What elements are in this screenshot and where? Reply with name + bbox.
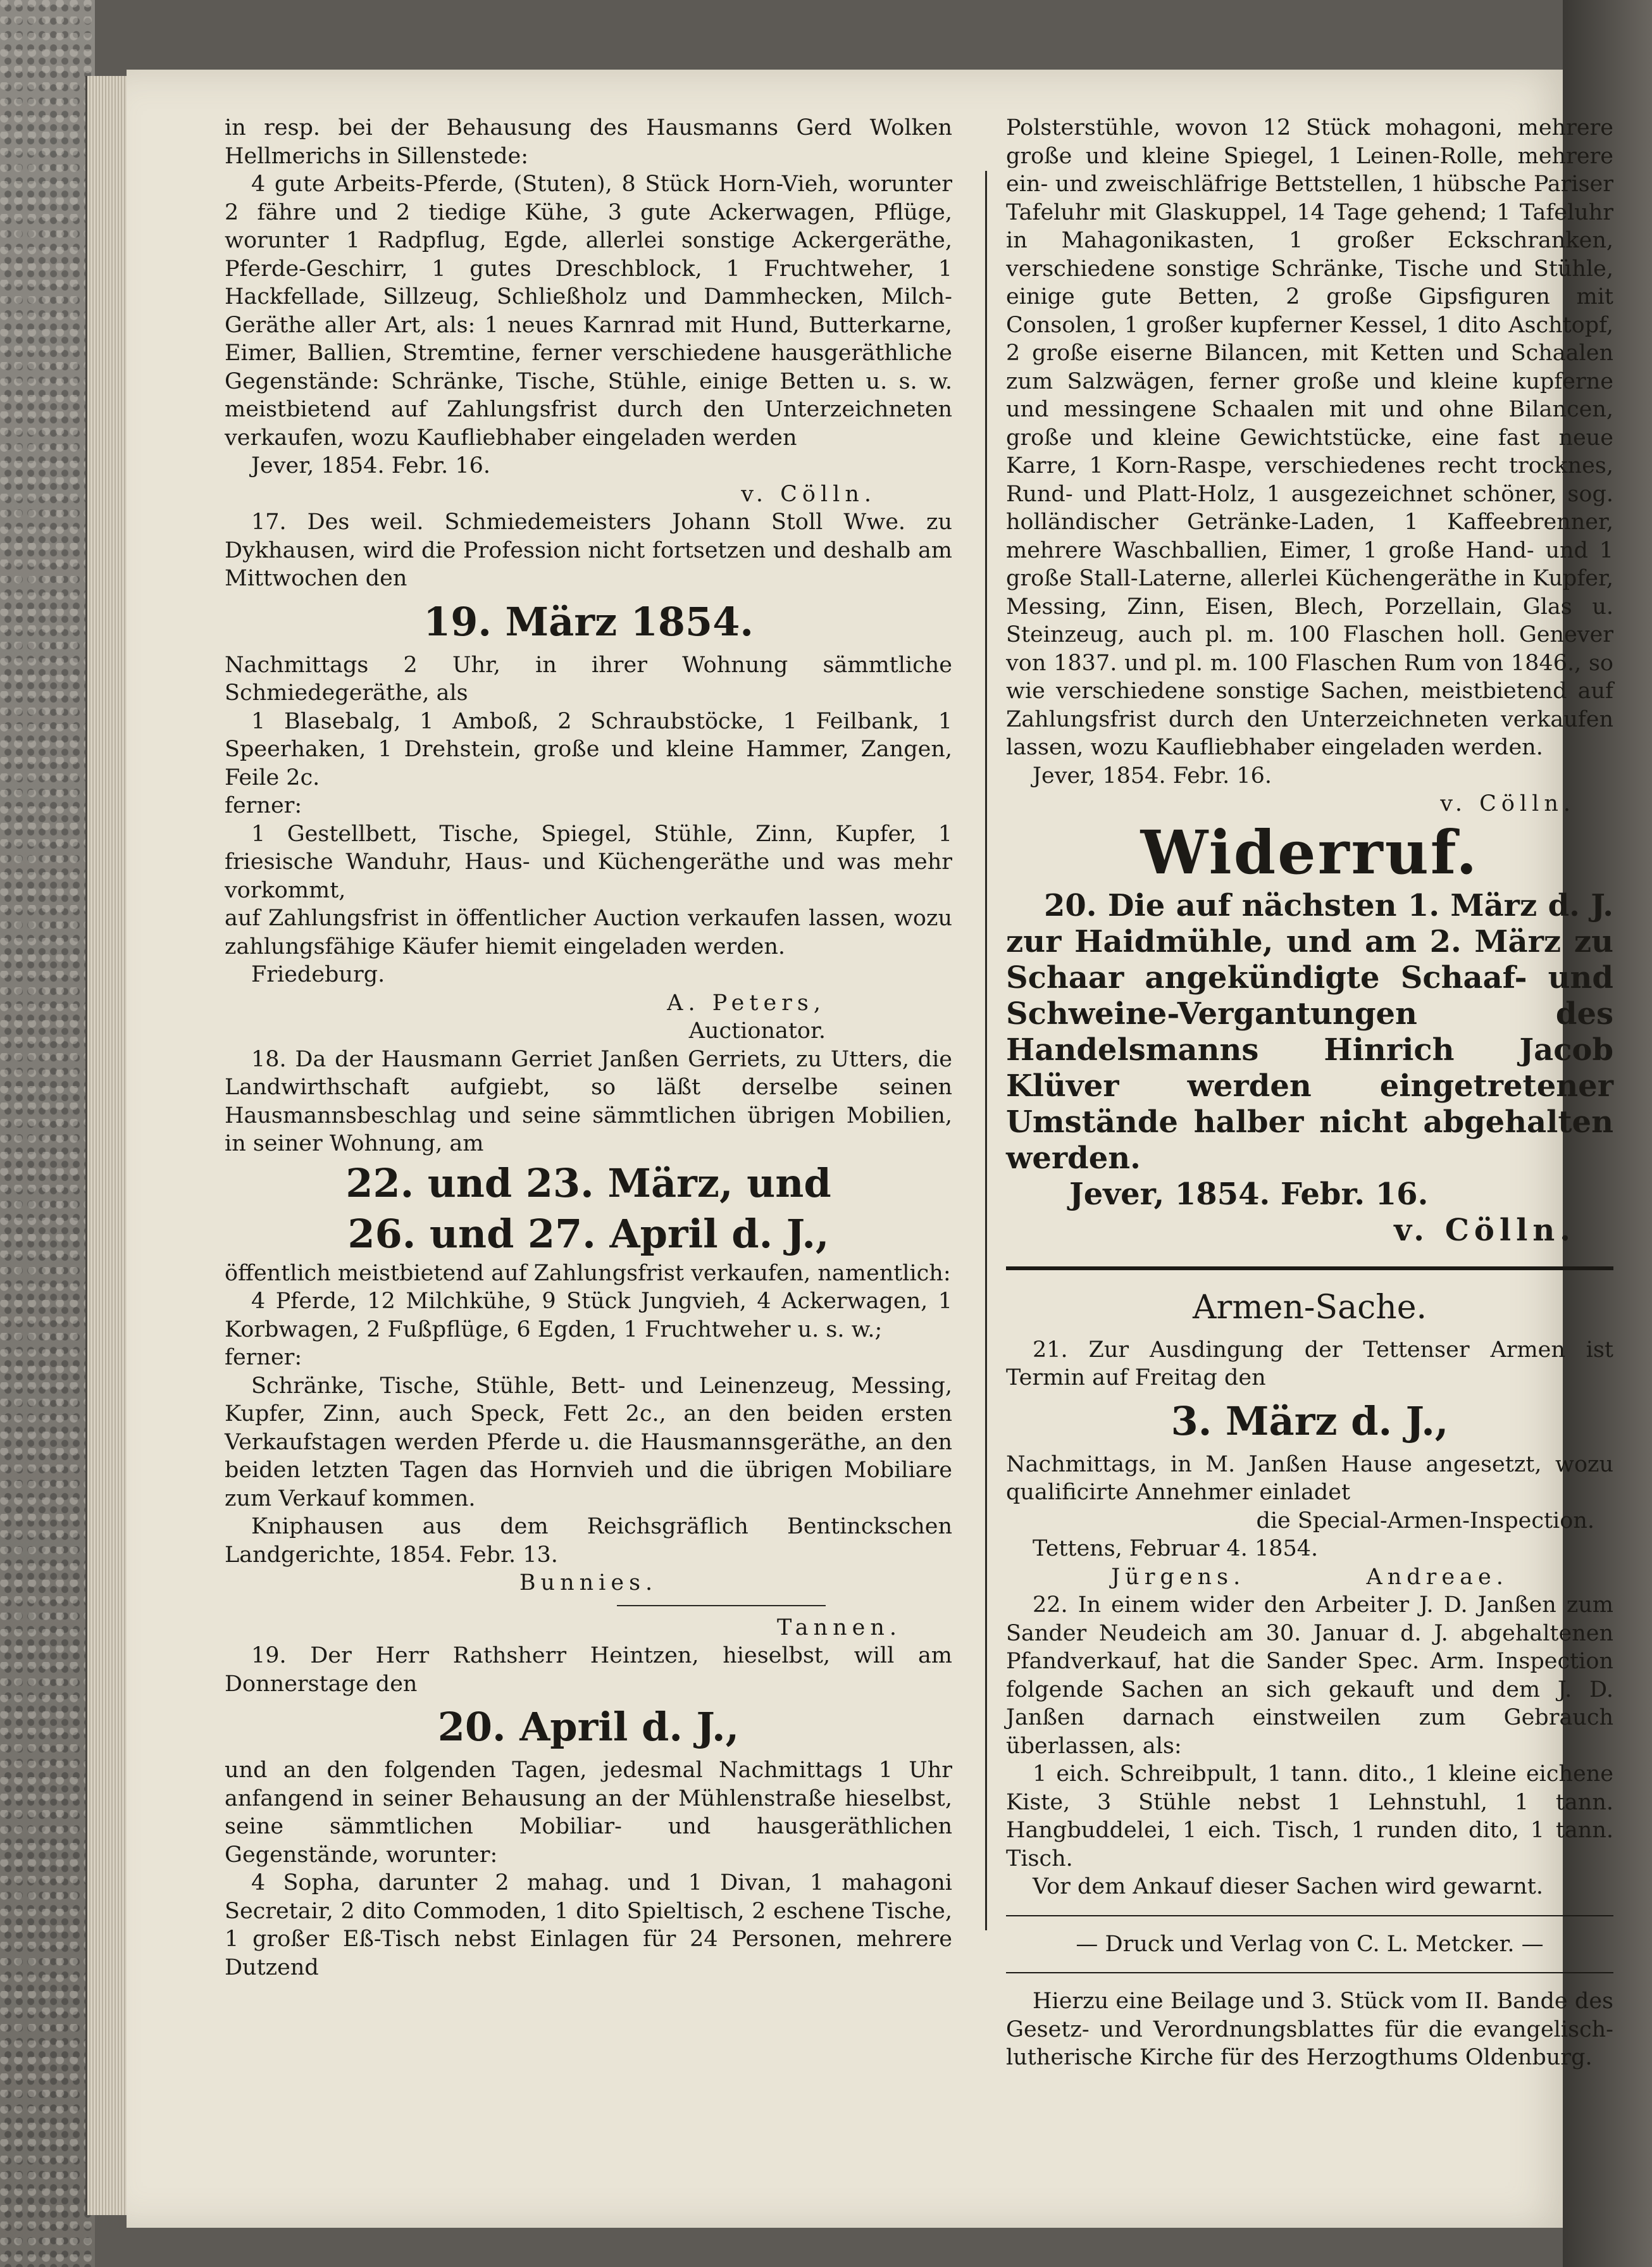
- text: ferner:: [225, 793, 302, 818]
- right-column: [1006, 114, 1613, 2072]
- date-line: Jever, 1854. Febr. 16.: [1069, 1176, 1429, 1212]
- notice-18: 18. Da der Hausmann Gerriet Janßen Gerriets, zu Utters, die Landwirthschaft aufgiebt, so läßt derselbe seinen Hausmannsbeschlag und seine sämmtlichen übrigen Mobilien, in seiner Wohnung, am: [225, 1046, 952, 1156]
- signature: die Special-Armen-Inspection.: [1256, 1508, 1594, 1533]
- notice-20: 20. Die auf nächsten 1. März d. J. zur Haidmühle, und am 2. März zu Schaar angekündigte Schaaf- und Schweine-Vergantungen des Handelsmanns Hinrich Jacob Klüver werden eingetretener Umstände halber nicht abgehalten werden.: [1006, 887, 1613, 1176]
- text: 4 Pferde, 12 Milchkühe, 9 Stück Jungvieh, 4 Ackerwagen, 1 Korbwagen, 2 Fußpflüge, 6 Egden, 1 Fruchtweher u. s. w.;: [225, 1289, 952, 1342]
- signature: Bunnies.: [519, 1570, 658, 1596]
- text: 1 Blasebalg, 1 Amboß, 2 Schraubstöcke, 1 Feilbank, 1 Speerhaken, 1 Drehstein, große und kleine Hammer, Zangen, Feile 2c.: [225, 708, 952, 790]
- text: auf Zahlungsfrist in öffentlicher Auction verkaufen lassen, wozu zahlungsfähige Käufer hiemit eingeladen werden.: [225, 906, 952, 959]
- notice-17-date: 19. März 1854.: [423, 598, 754, 645]
- text: Vor dem Ankauf dieser Sachen wird gewarnt.: [1033, 1874, 1543, 1899]
- signature: v. Cölln.: [1440, 791, 1575, 816]
- text: Kniphausen aus dem Reichsgräflich Bentinckschen Landgerichte, 1854. Febr. 13.: [225, 1514, 952, 1568]
- rule: [1006, 1972, 1613, 1973]
- thick-rule: [1006, 1266, 1613, 1270]
- short-rule: [617, 1605, 826, 1606]
- text: ferner:: [225, 1345, 302, 1370]
- signature-role: Auctionator.: [688, 1018, 826, 1044]
- text: in resp. bei der Behausung des Hausmanns Gerd Wolken Hellmerichs in Sillenstede:: [225, 115, 952, 169]
- notice-18-date: 22. und 23. März, und: [345, 1159, 831, 1206]
- notice-22: 22. In einem wider den Arbeiter J. D. Janßen zum Sander Neudeich am 30. Januar d. J. abgehaltenen Pfandverkauf, hat die Sander Spec. Arm. Inspection folgende Sachen an sich gekauft und dem J. D. Janßen darnach einstweilen zum Gebrauch überlassen, als:: [1006, 1592, 1613, 1759]
- place-line: Friedeburg.: [251, 962, 385, 987]
- place-line: Tettens, Februar 4. 1854.: [1033, 1536, 1319, 1561]
- notice-18-date: 26. und 27. April d. J.,: [347, 1210, 829, 1257]
- notice-21: 21. Zur Ausdingung der Tettenser Armen ist Termin auf Freitag den: [1006, 1337, 1613, 1390]
- notice-21-date: 3. März d. J.,: [1171, 1397, 1449, 1444]
- supplement-note: Hierzu eine Beilage und 3. Stück vom II. Bande des Gesetz- und Verordnungsblattes für die evangelisch-lutherische Kirche für des Herzogthums Oldenburg.: [1006, 1989, 1613, 2070]
- signature: v. Cölln.: [741, 481, 876, 507]
- text: Polsterstühle, wovon 12 Stück mohagoni, mehrere große und kleine Spiegel, 1 Leinen-Rolle, mehrere ein- und zweischläfrige Bettstellen, 1 hübsche Pariser Tafeluhr mit Glaskuppel, 14 Tage gehend; 1 Tafeluhr in Mahagonikasten, 1 großer Eckschranken, verschiedene sonstige Schränke, Tische und Stühle, einige gute Betten, 2 große Gipsfiguren mit Consolen, 1 großer kupferner Kessel, 1 dito Aschtopf, 2 große eiserne Bilancen, mit Ketten und Schaalen zum Salzwägen, ferner große und kleine kupferne und messingene Schaalen mit und ohne Bilancen, große und kleine Gewichtstücke, eine fast neue Karre, 1 Korn-Raspe, verschiedenes recht trocknes, Rund- und Platt-Holz, 1 ausgezeichnet schöner, sog. holländischer Getränke-Laden, 1 Kaffeebrenner, mehrere Waschballien, Eimer, 1 große Hand- und 1 große Stall-Laterne, allerlei Küchengeräthe in Kupfer, Messing, Zinn, Eisen, Blech, Porzellain, Glas u. Steinzeug, auch pl. m. 100 Flaschen holl. Genever von 1837. und pl. m. 100 Flaschen Rum von 1846., so wie verschiedene sonstige Sachen, meistbietend auf Zahlungsfrist durch den Unterzeichneten verkaufen lassen, wozu Kaufliebhaber eingeladen werden.: [1006, 115, 1613, 760]
- marbled-endpaper: [0, 0, 95, 2267]
- text: Nachmittags, in M. Janßen Hause angesetzt, wozu qualificirte Annehmer einladet: [1006, 1451, 1613, 1505]
- date-line: Jever, 1854. Febr. 16.: [251, 453, 490, 478]
- signature: A. Peters,: [667, 990, 826, 1016]
- text: und an den folgenden Tagen, jedesmal Nachmittags 1 Uhr anfangend in seiner Behausung an der Mühlenstraße hieselbst, seine sämmtlichen Mobiliar- und hausgeräthlichen Gegenstände, worunter:: [225, 1758, 952, 1868]
- rule: [1006, 1915, 1613, 1916]
- imprint: — Druck und Verlag von C. L. Metcker. —: [1076, 1931, 1544, 1957]
- text: Nachmittags 2 Uhr, in ihrer Wohnung sämmtliche Schmiedegeräthe, als: [225, 652, 952, 706]
- text: 4 gute Arbeits-Pferde, (Stuten), 8 Stück Horn-Vieh, worunter 2 fähre und 2 tiedige Kühe, 3 gute Ackerwagen, Pflüge, worunter 1 Radpflug, Egde, allerlei sonstige Ackergeräthe, Pferde-Geschirr, 1 gutes Dreschblock, 1 Fruchtweher, 1 Hackfellade, Sillzeug, Schließholz und Dammhecken, Milch-Geräthe aller Art, als: 1 neues Karnrad mit Hund, Butterkarne, Eimer, Ballien, Stremtine, ferner verschiedene hausgeräthliche Gegenstände: Schränke, Tische, Stühle, einige Betten u. s. w. meistbietend auf Zahlungsfrist durch den Unterzeichneten verkaufen, wozu Kaufliebhaber eingeladen werden: [225, 172, 952, 451]
- text: 1 Gestellbett, Tische, Spiegel, Stühle, Zinn, Kupfer, 1 friesische Wanduhr, Haus- und Küchengeräthe und was mehr vorkommt,: [225, 821, 952, 903]
- notice-19-date: 20. April d. J.,: [437, 1704, 740, 1750]
- heading-widerruf: Widerruf.: [1140, 817, 1479, 888]
- text: öffentlich meistbietend auf Zahlungsfrist verkaufen, namentlich:: [225, 1260, 951, 1286]
- heading-armen-sache: Armen-Sache.: [1192, 1288, 1427, 1327]
- signature: v. Cölln.: [1394, 1212, 1575, 1248]
- text: 1 eich. Schreibpult, 1 tann. dito., 1 kleine eichene Kiste, 3 Stühle nebst 1 Lehnstuhl, 1 tann. Hangbuddelei, 1 eich. Tisch, 1 runden dito, 1 tann. Tisch.: [1006, 1761, 1613, 1871]
- signature: Tannen.: [777, 1614, 902, 1640]
- text: Schränke, Tische, Stühle, Bett- und Leinenzeug, Messing, Kupfer, Zinn, auch Speck, Fett 2c., an den beiden ersten Verkaufstagen werden Pferde u. die Hausmannsgeräthe, an den beiden letzten Tagen das Hornvieh und die übrigen Mobiliare zum Verkauf kommen.: [225, 1373, 952, 1511]
- date-line: Jever, 1854. Febr. 16.: [1033, 763, 1272, 789]
- signature: Jürgens. Andreae.: [1111, 1564, 1508, 1590]
- notice-19: 19. Der Herr Rathsherr Heintzen, hieselbst, will am Donnerstage den: [225, 1643, 952, 1697]
- column-divider: [985, 171, 987, 1930]
- left-column: [225, 114, 952, 1982]
- notice-17: 17. Des weil. Schmiedemeisters Johann Stoll Wwe. zu Dykhausen, wird die Profession nicht fortsetzen und deshalb am Mittwochen den: [225, 509, 952, 591]
- text: 4 Sopha, darunter 2 mahag. und 1 Divan, 1 mahagoni Secretair, 2 dito Commoden, 1 dito Spieltisch, 2 eschene Tische, 1 großer Eß-Tisch nebst Einlagen für 24 Personen, mehrere Dutzend: [225, 1870, 952, 1980]
